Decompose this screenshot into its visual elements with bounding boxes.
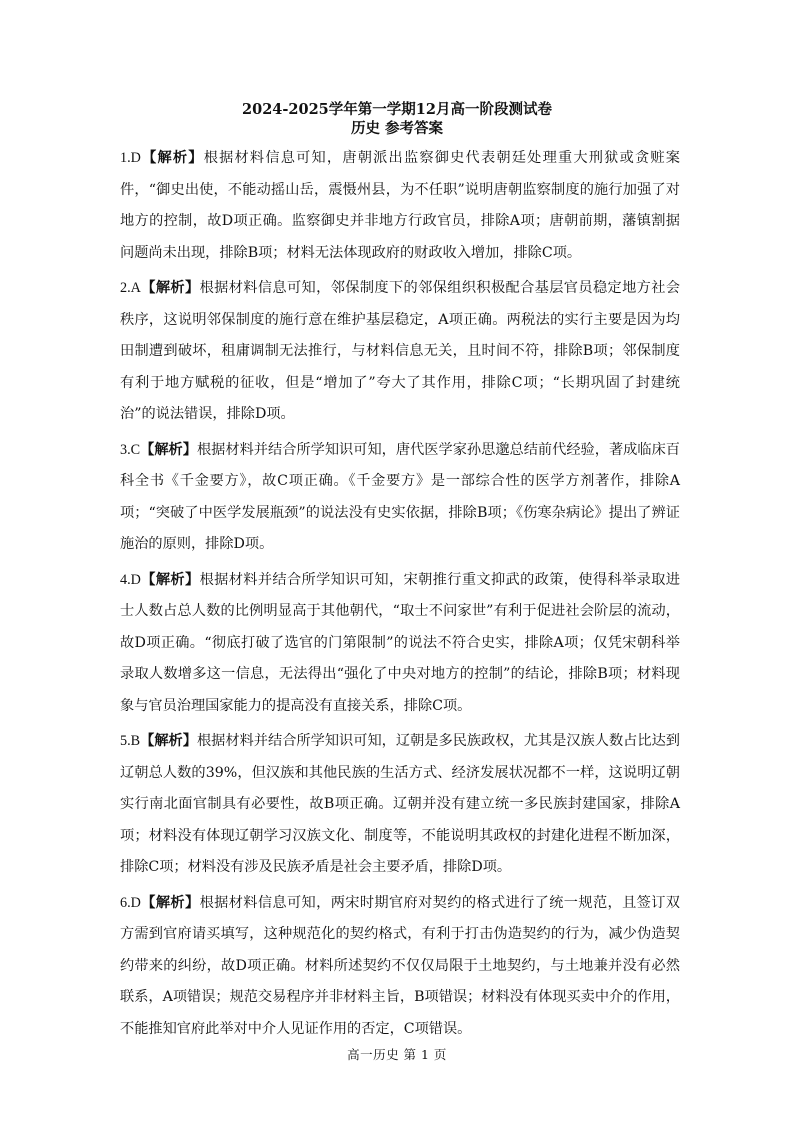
answer-number: 4.D [120,571,141,588]
page-title: 2024-2025学年第一学期12月高一阶段测试卷 [242,101,552,118]
answer-item-3 [120,435,680,561]
analysis-tag: 【解析】 [140,571,200,588]
answer-number: 3.C [120,441,141,458]
analysis-tag: 【解析】 [140,733,197,749]
answer-text: 根据材料信息可知，邻保制度下的邻保组织积极配合基层官员稳定地方社会秩序，这说明邻保制度的施行意在维护基层稳定，A项正确。两税法的实行主要是因为均田制遭到破坏，租庸调制无法推行，与材料信息无关，且时间不符，排除B项；邻保制度有利于地方赋税的征收，但是“增加了”夸大了其作用，排除C项；“长期巩固了封建统治”的说法错误，排除D项。 [120,280,680,422]
answer-text: 根据材料信息可知，两宋时期官府对契约的格式进行了统一规范，且签订双方需到官府请买填写，这种规范化的契约格式，有利于打击伪造契约的行为，减少伪造契约带来的纠纷，故D项正确。材料所述契约不仅仅局限于土地契约，与土地兼并没有必然联系，A项错误；规范交易程序并非材料主旨，B项错误；材料没有体现买卖中介的作用，不能推知官府此举对中介人见证作用的否定，C项错误。 [120,894,680,1037]
page-subtitle: 历史 参考答案 [350,120,444,137]
answer-text: 根据材料信息可知，唐朝派出监察御史代表朝廷处理重大刑狱或贪赃案件，“御史出使，不能动摇山岳，震慑州县，为不任职”说明唐朝监察制度的施行加强了对地方的控制，故D项正确。监察御史并非地方行政官员，排除A项；唐朝前期，藩镇割据问题尚未出现，排除B项；材料无法体现政府的财政收入增加，排除C项。 [120,150,680,261]
page-footer: 高一历史 第 1 页 [347,1047,447,1062]
answer-item-4 [120,565,680,723]
answer-item-5 [120,726,680,884]
answer-number: 5.B [120,733,141,749]
answer-text: 根据材料并结合所学知识可知，辽朝是多民族政权，尤其是汉族人数占比达到辽朝总人数的39%，但汉族和其他民族的生活方式、经济发展状况都不一样，这说明辽朝实行南北面官制具有必要性，故B项正确。辽朝并没有建立统一多民族封建国家，排除A项；材料没有体现辽朝学习汉族文化、制度等，不能说明其政权的封建化进程不断加深，排除C项；材料没有涉及民族矛盾是社会主要矛盾，排除D项。 [120,733,680,875]
answer-item-2 [120,273,680,431]
answer-text: 根据材料并结合所学知识可知，宋朝推行重文抑武的政策，使得科举录取进士人数占总人数的比例明显高于其他朝代，“取士不问家世”有利于促进社会阶层的流动，故D项正确。“彻底打破了选官的门第限制”的说法不符合史实，排除A项；仅凭宋朝科举录取人数增多这一信息，无法得出“强化了中央对地方的控制”的结论，排除B项；材料现象与官员治理国家能力的提高没有直接关系，排除C项。 [120,571,680,714]
analysis-tag: 【解析】 [140,894,200,911]
analysis-tag: 【解析】 [140,280,200,296]
answer-number: 1.D [120,150,141,166]
page-header [0,101,794,139]
answer-list [120,143,680,1049]
answer-item-6 [120,888,680,1046]
answer-number: 2.A [120,280,141,296]
answer-item-1 [120,143,680,269]
analysis-tag: 【解析】 [140,150,204,166]
answer-text: 根据材料并结合所学知识可知，唐代医学家孙思邈总结前代经验，著成临床百科全书《千金要方》，故C项正确。《千金要方》是一部综合性的医学方剂著作，排除A项；“突破了中医学发展瓶颈”的说法没有史实依据，排除B项；《伤寒杂病论》提出了辨证施治的原则，排除D项。 [120,441,680,552]
answer-number: 6.D [120,894,141,911]
analysis-tag: 【解析】 [140,441,197,458]
